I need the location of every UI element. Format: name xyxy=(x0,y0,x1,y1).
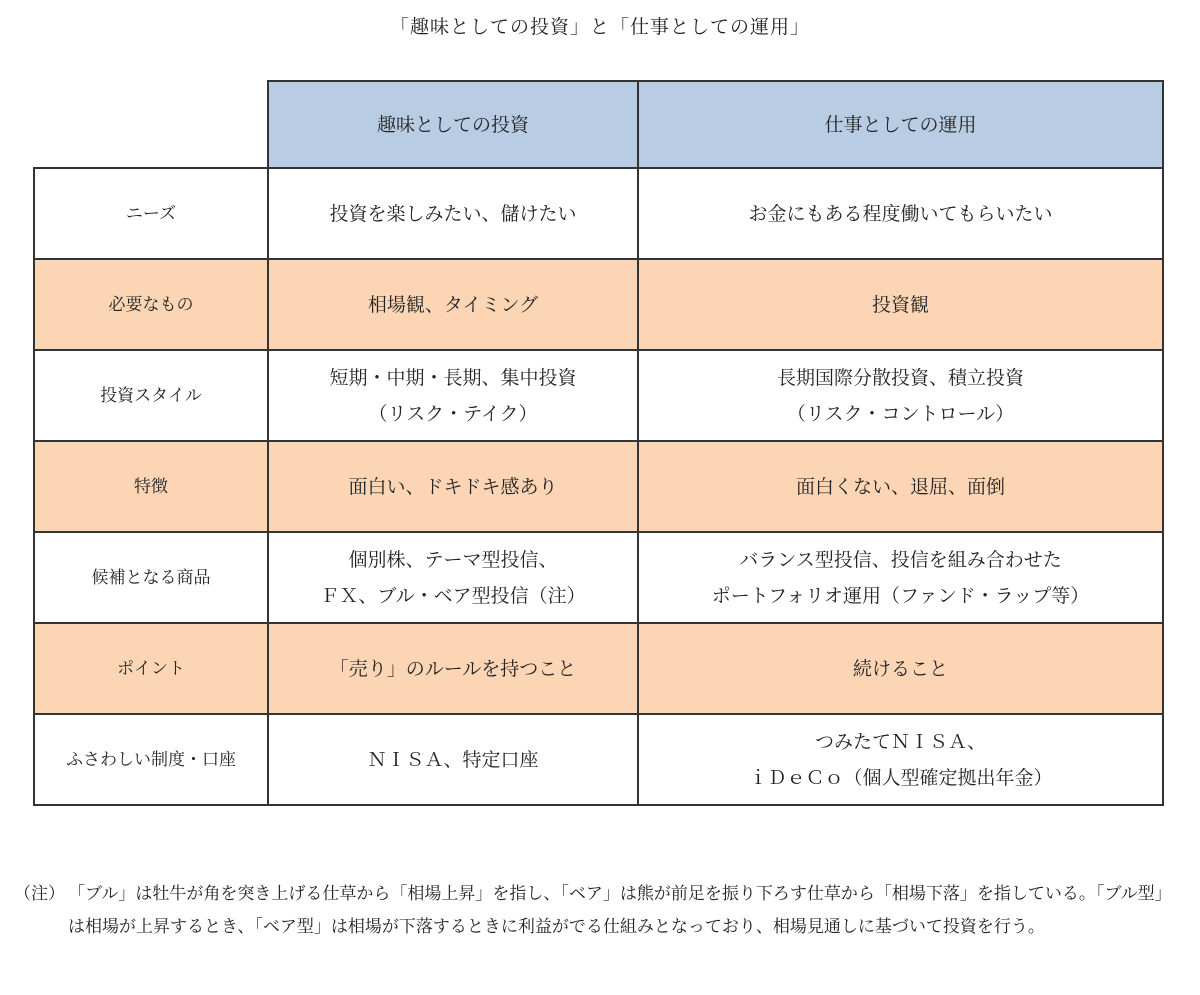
comparison-table xyxy=(33,80,1164,806)
cell-text-line: （リスク・コントロール） xyxy=(786,402,1015,425)
row-label: 候補となる商品 xyxy=(34,532,268,623)
table-row xyxy=(34,623,1163,714)
table-row xyxy=(34,168,1163,259)
cell-hobby xyxy=(268,532,638,623)
row-label: 特徴 xyxy=(34,441,268,532)
footnote-text: 「ブル」は牡牛が角を突き上げる仕草から「相場上昇」を指し、「ベア」は熊が前足を振り下ろす仕草から「相場下落」を指している。「ブル型」は相場が上昇するとき、「ベア型」は相場が下落するときに利益がでる仕組みとなっており、相場見通しに基づいて投資を行う。 xyxy=(68,884,1172,937)
table-row xyxy=(34,441,1163,532)
cell-text-line: 投資を楽しみたい、儲けたい xyxy=(329,202,577,225)
row-label: ふさわしい制度・口座 xyxy=(34,714,268,805)
cell-text-line: ポートフォリオ運用（ファンド・ラップ等） xyxy=(711,584,1090,607)
footnote xyxy=(14,878,1186,944)
page-title: 「趣味としての投資」と「仕事としての運用」 xyxy=(389,16,810,38)
cell-text-line: （リスク・テイク） xyxy=(368,402,538,425)
row-label: 投資スタイル xyxy=(34,350,268,441)
cell-text-line: 面白い、ドキドキ感あり xyxy=(348,475,558,498)
cell-hobby xyxy=(268,259,638,350)
cell-work xyxy=(638,168,1163,259)
cell-hobby xyxy=(268,168,638,259)
row-label: ポイント xyxy=(34,623,268,714)
corner-blank-cell xyxy=(34,81,268,168)
cell-text-line: バランス型投信、投信を組み合わせた xyxy=(739,548,1062,571)
cell-hobby xyxy=(268,350,638,441)
cell-work xyxy=(638,532,1163,623)
cell-text-line: 短期・中期・長期、集中投資 xyxy=(329,366,577,389)
cell-work xyxy=(638,623,1163,714)
table-row xyxy=(34,532,1163,623)
cell-hobby xyxy=(268,441,638,532)
cell-work xyxy=(638,714,1163,805)
row-label: ニーズ xyxy=(34,168,268,259)
cell-work xyxy=(638,441,1163,532)
cell-work xyxy=(638,259,1163,350)
cell-text-line: 「売り」のルールを持つこと xyxy=(329,657,577,680)
cell-text-line: 相場観、タイミング xyxy=(367,293,539,316)
row-label: 必要なもの xyxy=(34,259,268,350)
table-header-row xyxy=(34,81,1163,168)
cell-text-line: お金にもある程度働いてもらいたい xyxy=(748,202,1053,225)
table-row xyxy=(34,259,1163,350)
cell-text-line: ＮＩＳＡ、特定口座 xyxy=(367,748,539,771)
footnote-mark: （注） xyxy=(14,884,65,904)
cell-text-line: 続けること xyxy=(852,657,948,680)
cell-text-line: ＦＸ、ブル・ベア型投信（注） xyxy=(320,584,586,607)
column-header-work: 仕事としての運用 xyxy=(638,81,1163,168)
cell-text-line: 面白くない、退屈、面倒 xyxy=(795,475,1005,498)
cell-text-line: つみたてＮＩＳＡ、 xyxy=(814,730,986,753)
cell-work xyxy=(638,350,1163,441)
column-header-hobby: 趣味としての投資 xyxy=(268,81,638,168)
cell-text-line: 投資観 xyxy=(871,293,929,316)
table-row xyxy=(34,714,1163,805)
cell-text-line: 個別株、テーマ型投信、 xyxy=(348,548,558,571)
cell-hobby xyxy=(268,714,638,805)
cell-hobby xyxy=(268,623,638,714)
table-row xyxy=(34,350,1163,441)
cell-text-line: 長期国際分散投資、積立投資 xyxy=(776,366,1024,389)
cell-text-line: ｉＤｅＣｏ（個人型確定拠出年金） xyxy=(748,766,1053,789)
